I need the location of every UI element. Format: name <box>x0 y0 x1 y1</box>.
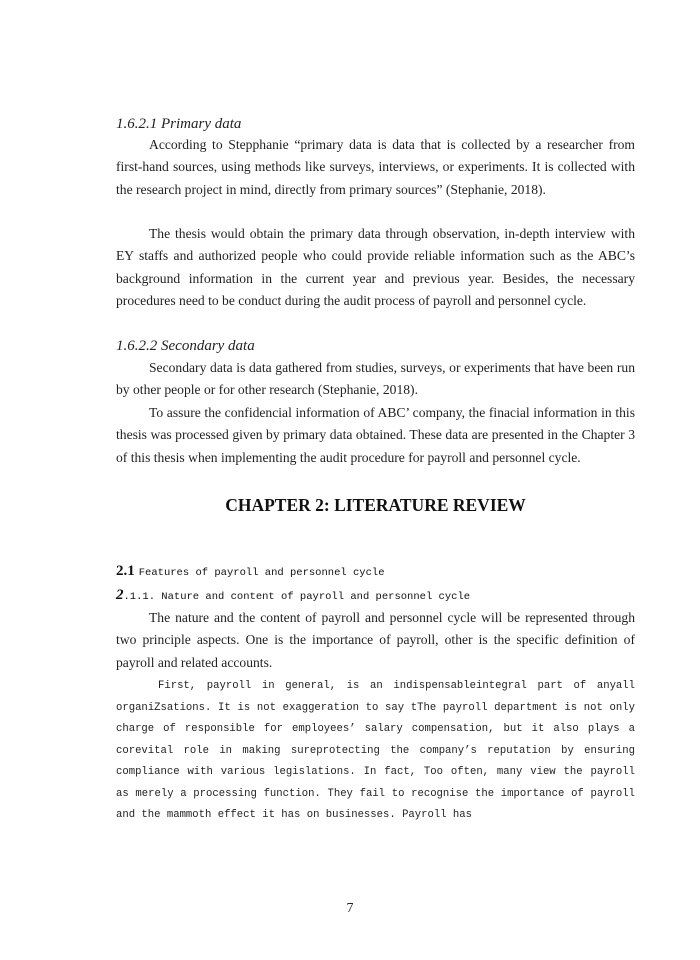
section-heading-2-1-1 <box>116 586 470 604</box>
heading-primary-data: 1.6.2.1 Primary data <box>116 116 242 132</box>
paragraph-primary-definition: According to Stepphanie “primary data is data that is collected by a researcher from first-hand sources, using methods like surveys, interviews, or experiments. It is collected with the research project in mind, directly from primary sources” (Stephanie, 2018). <box>116 137 635 197</box>
paragraph-confidential-info: To assure the confidencial information of ABC’ company, the finacial information in this thesis was processed given by primary data obtained. These data are presented in the Chapter 3 of this thesis when implementing the audit procedure for payroll and personnel cycle. <box>116 405 635 465</box>
paragraph-secondary-definition: Secondary data is data gathered from studies, surveys, or experiments that have been run by other people or for other research (Stephanie, 2018). <box>116 360 635 398</box>
section-number: 2 <box>116 587 124 603</box>
paragraph-payroll-importance: First, payroll in general, is an indispensableintegral part of anyall organiZsations. It is not exaggeration to say tThe payroll department is not only charge of responsible for employees’ salary compensation, but it also plays a corevital role in making sureprotecting the company’s reputation by ensuring compliance with various legislations. In fact, Too often, many view the payroll as merely a processing function. They fail to recognise the importance of payroll and the mammoth effect it has on businesses. Payroll has <box>116 680 635 821</box>
section-number: 2.1 <box>116 563 135 579</box>
section-title: Features of payroll and personnel cycle <box>138 567 385 579</box>
chapter-title: CHAPTER 2: LITERATURE REVIEW <box>225 495 526 515</box>
paragraph-nature-content: The nature and the content of payroll and personnel cycle will be represented through two principle aspects. One is the importance of payroll, other is the specific definition of payroll and related accounts. <box>116 610 635 670</box>
section-heading-2-1 <box>116 562 385 580</box>
heading-secondary-data: 1.6.2.2 Secondary data <box>116 338 255 354</box>
section-title: .1.1. Nature and content of payroll and personnel cycle <box>123 591 471 603</box>
page-number: 7 <box>346 901 354 916</box>
paragraph-primary-method: The thesis would obtain the primary data through observation, in-depth interview with EY staffs and authorized people who could provide reliable information such as the ABC’s background information in the current year and previous year. Besides, the necessary procedures need to be conduct during the audit process of payroll and personnel cycle. <box>116 226 635 308</box>
